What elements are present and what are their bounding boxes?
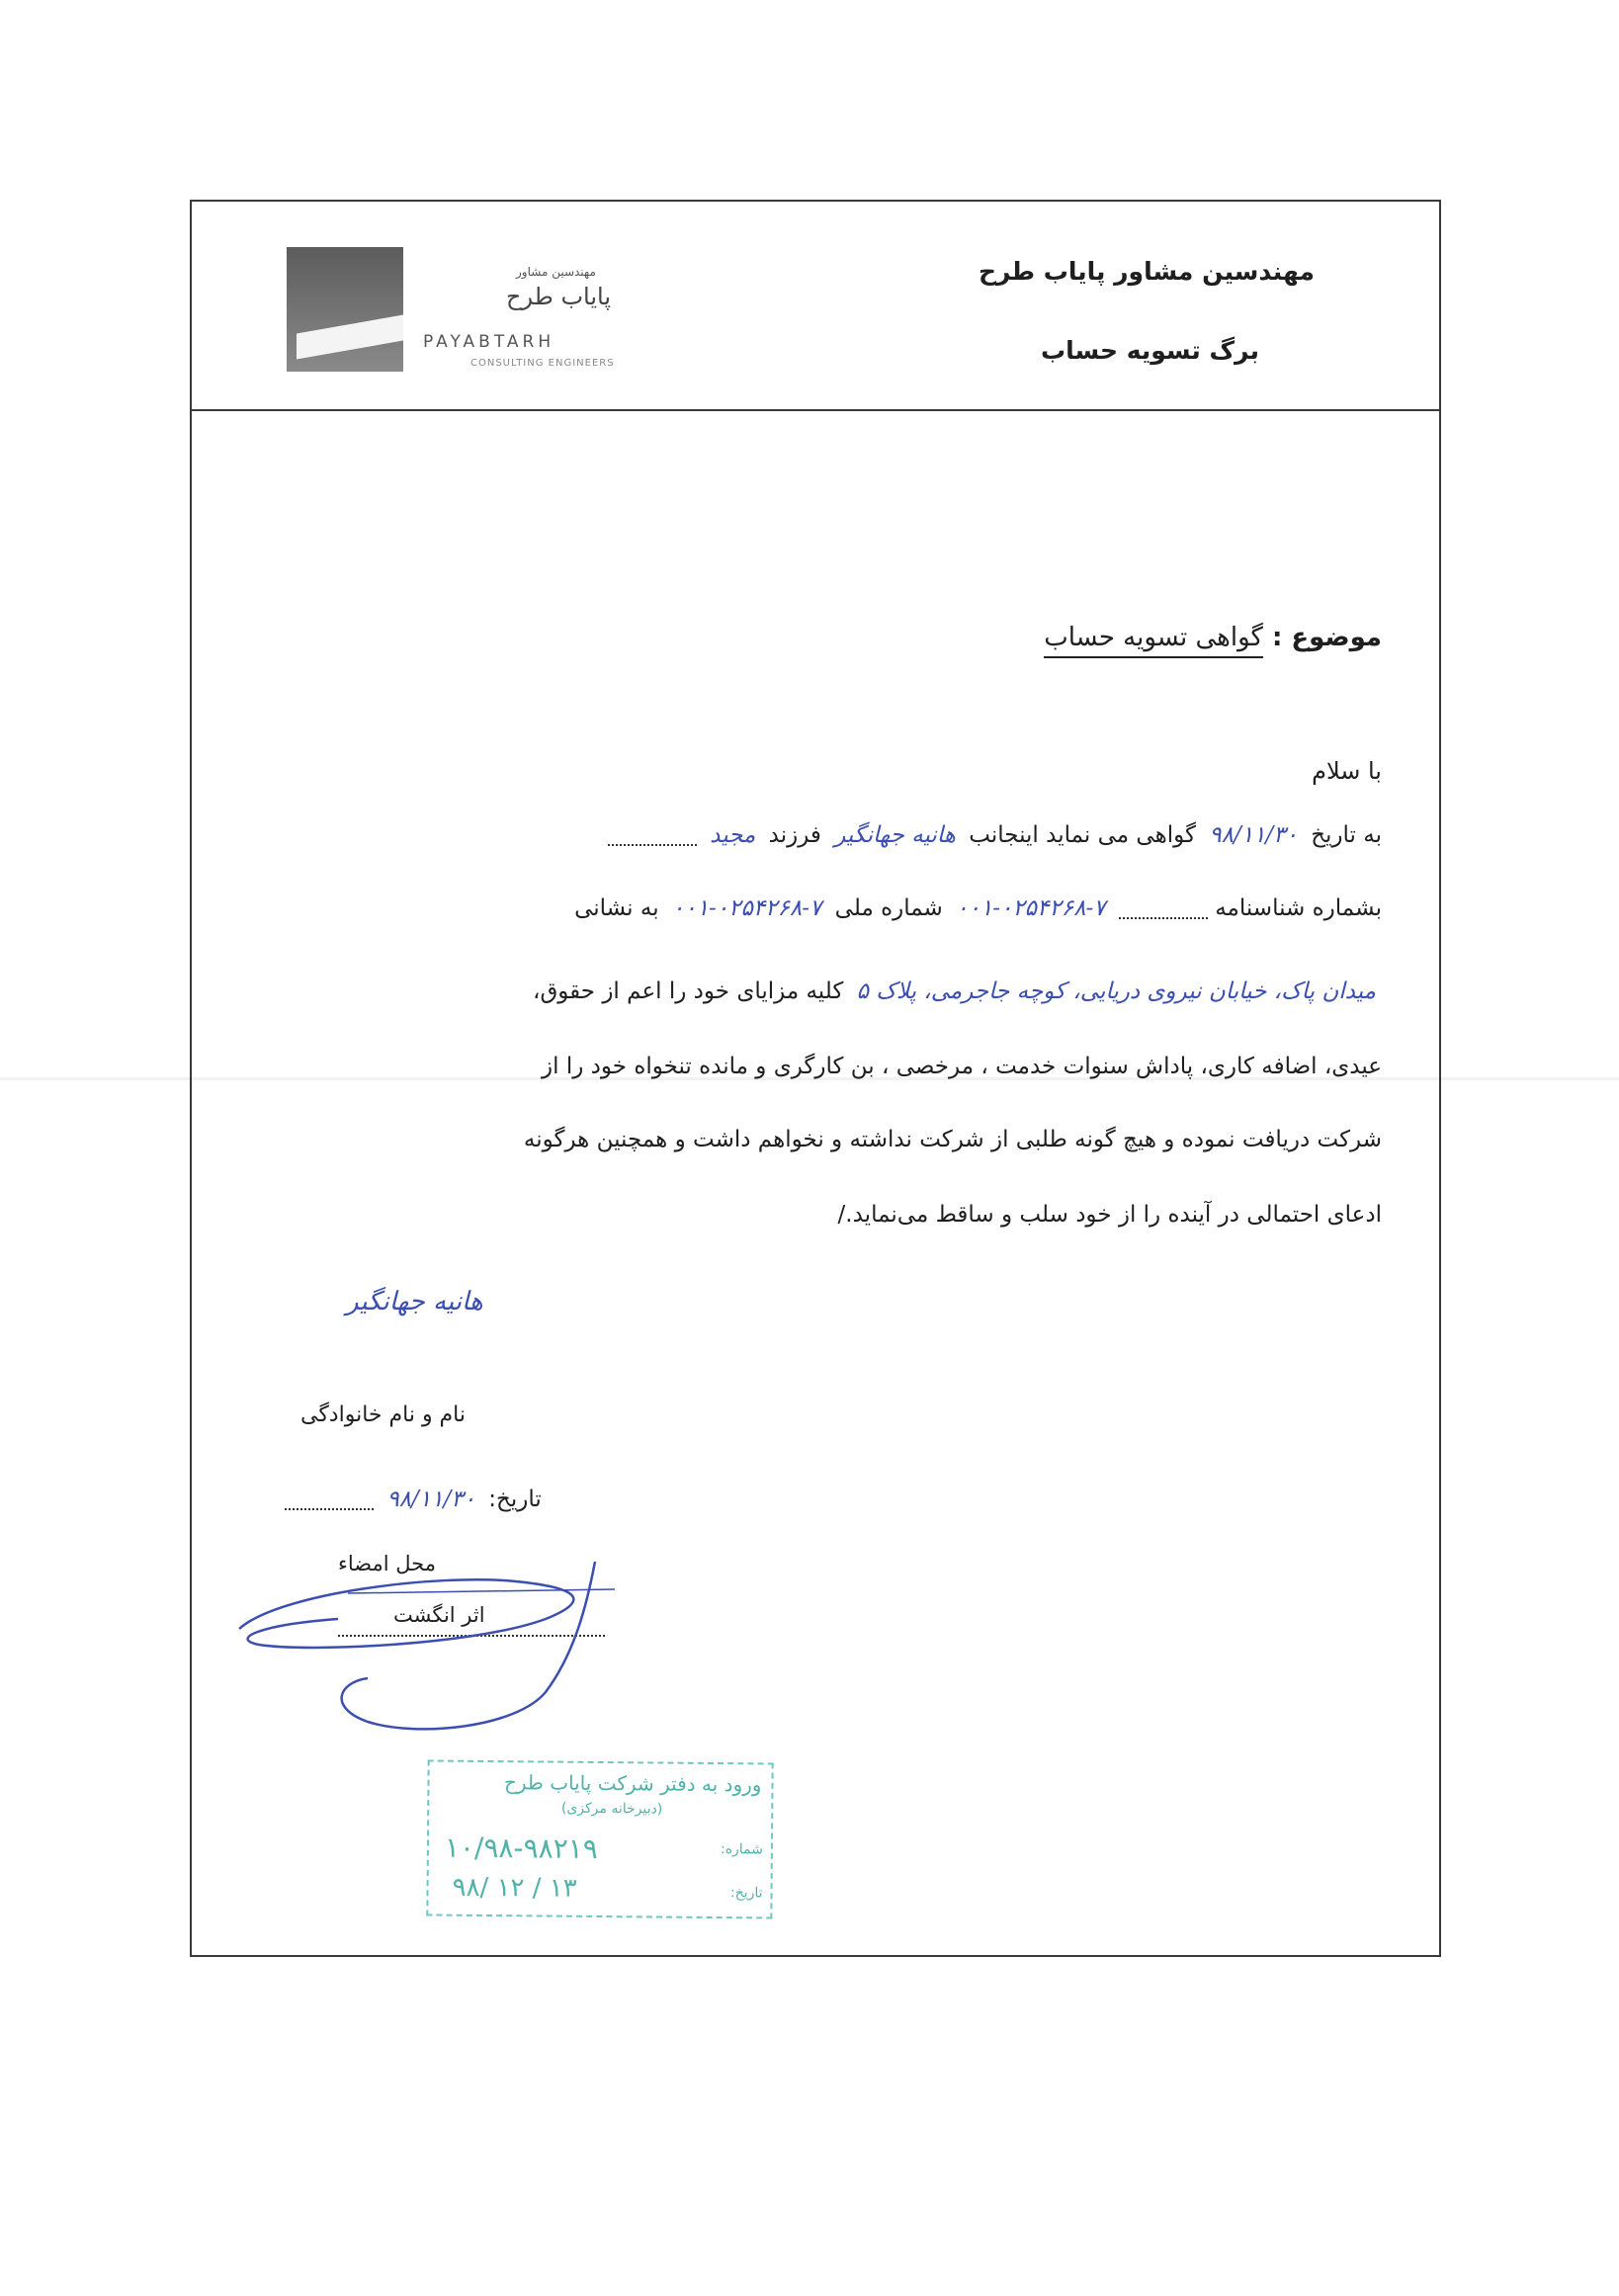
body-line-6: ادعای احتمالی در آینده را از خود سلب و ساقط می‌نماید./: [837, 1202, 1382, 1228]
entry-stamp: [426, 1759, 773, 1918]
dotted-blank: [608, 826, 697, 846]
signature-date-row: [285, 1487, 542, 1512]
handwritten-name: هانیه جهانگیر: [834, 822, 956, 848]
handwritten-address: میدان پاک، خیابان نیروی دریایی، کوچه جاجرمی، پلاک ۵: [856, 978, 1376, 1004]
subject-label: موضوع :: [1271, 623, 1382, 652]
handwritten-signer-name: هانیه جهانگیر: [346, 1287, 483, 1317]
body-line-1: [265, 820, 1382, 850]
logo-name-en: PAYABTARH: [423, 332, 555, 352]
body-line-5: شرکت دریافت نموده و هیچ گونه طلبی از شرکت نداشته و نخواهم داشت و همچنین هرگونه: [523, 1127, 1382, 1152]
handwritten-id: ۰۰۱-۰۲۵۴۲۶۸-۷: [956, 895, 1106, 921]
body-line-2: [265, 893, 1382, 923]
signature-place-label: محل امضاء: [338, 1552, 436, 1575]
stamp-number-label: شماره:: [720, 1841, 763, 1858]
handwritten-signature: [219, 1534, 644, 1751]
text-date-prefix: به تاریخ: [1311, 822, 1382, 848]
text-address-prefix: به نشانی: [574, 895, 659, 921]
handwritten-national-id: ۰۰۱-۰۲۵۴۲۶۸-۷: [671, 895, 822, 921]
dotted-blank: [1119, 899, 1208, 919]
stamp-date: ۹۸/ ۱۲ / ۱۳: [452, 1872, 577, 1904]
text-national-id: شماره ملی: [834, 895, 943, 921]
text-child-of: فرزند: [768, 822, 821, 848]
subject-line: [1044, 623, 1382, 652]
dotted-blank: [285, 1490, 374, 1510]
text-id-number: بشماره شناسنامه: [1215, 895, 1382, 921]
body-line-4: عیدی، اضافه کاری، پاداش سنوات خدمت ، مرخصی ، بن کارگری و مانده تنخواه خود را از: [542, 1054, 1382, 1079]
company-logo: [287, 247, 633, 378]
stamp-title: ورود به دفتر شرکت پایاب طرح: [503, 1770, 762, 1797]
stamp-date-label: تاریخ:: [729, 1885, 763, 1902]
body-line-3: [265, 977, 1382, 1006]
stamp-subtitle: (دبیرخانه مرکزی): [560, 1800, 663, 1818]
greeting: با سلام: [1312, 757, 1382, 785]
form-title: برگ تسویه حساب: [1041, 336, 1259, 365]
signature-date-label: تاریخ:: [488, 1487, 542, 1512]
logo-tagline: CONSULTING ENGINEERS: [470, 358, 615, 369]
logo-name-fa: پایاب طرح: [506, 283, 612, 310]
stamp-number: ۱۰/۹۸-۹۸۲۱۹: [444, 1830, 598, 1865]
thumbprint-label: اثر انگشت: [393, 1603, 485, 1627]
handwritten-father-name: مجید: [710, 822, 756, 848]
text-certify: گواهی می نماید اینجانب: [969, 822, 1196, 848]
logo-mark: [287, 247, 403, 372]
subject-value: گواهی تسویه حساب: [1044, 623, 1263, 658]
handwritten-date: ۹۸/۱۱/۳۰: [1209, 822, 1298, 848]
logo-stripe: [297, 314, 403, 359]
logo-caption: مهندسین مشاور: [516, 265, 596, 279]
handwritten-signature-date: ۹۸/۱۱/۳۰: [386, 1487, 475, 1512]
company-name: مهندسین مشاور پایاب طرح: [978, 257, 1315, 286]
paper-fold-line: [0, 1077, 1619, 1080]
signer-name-label: نام و نام خانوادگی: [300, 1403, 467, 1427]
text-benefits: کلیه مزایای خود را اعم از حقوق،: [533, 978, 844, 1004]
form-header: [192, 202, 1439, 411]
